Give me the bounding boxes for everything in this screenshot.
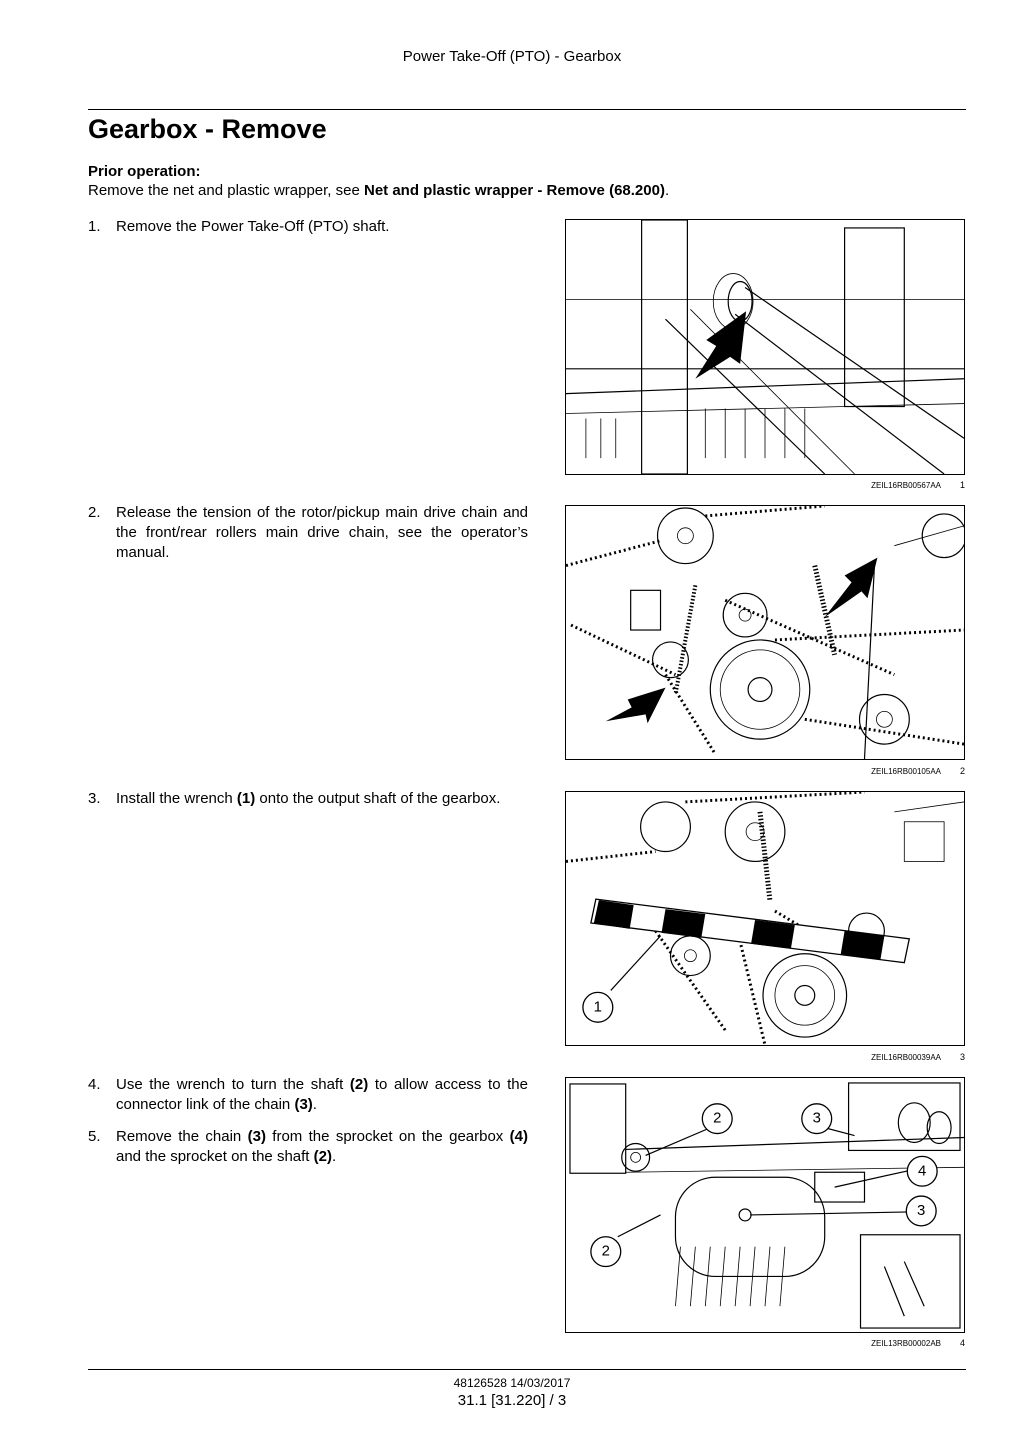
- callout-4: [907, 1156, 937, 1186]
- step-text: [116, 1075, 528, 1115]
- pto-shaft-illustration: [566, 220, 964, 474]
- figure-code: ZEIL16RB00105AA: [871, 767, 941, 776]
- tension-springs: [675, 566, 834, 695]
- page-title: Gearbox - Remove: [88, 114, 327, 144]
- step-text-part: Release the tension of the rotor/pickup main drive chain and the front/rear rollers main drive chain, see the operator’s manual.: [116, 504, 528, 561]
- figure-code: ZEIL16RB00567AA: [871, 481, 941, 490]
- step-1: [88, 217, 528, 237]
- callout-2: [591, 1237, 621, 1267]
- callout-leader: [618, 1215, 661, 1237]
- figure-4-chain-removal: [565, 1077, 965, 1333]
- svg-text:2: 2: [601, 1243, 610, 1260]
- step-number: 4.: [88, 1076, 101, 1093]
- prior-operation-lead: Remove the net and plastic wrapper, see: [88, 182, 364, 199]
- step-number: 2.: [88, 504, 101, 521]
- roller-tines: [586, 409, 805, 459]
- step-ref: (1): [236, 790, 256, 807]
- prior-operation-label: Prior operation:: [88, 163, 201, 180]
- running-header: Power Take-Off (PTO) - Gearbox: [402, 48, 622, 65]
- figure-1-pto-shaft: [565, 219, 965, 475]
- step-text-part: .: [312, 1096, 317, 1113]
- step-text-part: to allow access to the connector link of the chain: [116, 1076, 528, 1113]
- step-text-part: Use the wrench to turn the shaft: [116, 1076, 350, 1093]
- step-text-part: and the sprocket on the shaft: [116, 1148, 314, 1165]
- pto-shaft: [666, 274, 965, 474]
- document-code: 48126528 14/03/2017: [453, 1376, 571, 1390]
- figure-number: 4: [959, 1338, 965, 1348]
- svg-text:3: 3: [917, 1202, 926, 1219]
- chain-removal-illustration: [566, 1078, 964, 1332]
- callout-leader: [611, 936, 661, 991]
- step-ref: (4): [509, 1128, 528, 1145]
- callout-3: [906, 1196, 936, 1226]
- figure-number: 2: [959, 766, 965, 776]
- step-ref: (2): [313, 1148, 332, 1165]
- step-text-part: Remove the chain: [116, 1128, 248, 1145]
- step-number: 1.: [88, 218, 101, 235]
- detail-inset: [861, 1235, 961, 1328]
- step-text-part: onto the output shaft of the gearbox.: [255, 790, 501, 807]
- figure-2-drive-chains: [565, 505, 965, 760]
- step-text-part: .: [331, 1148, 337, 1165]
- step-ref: (3): [247, 1128, 266, 1145]
- step-text: [116, 1127, 528, 1167]
- step-number: 3.: [88, 790, 101, 807]
- prior-operation-text: [88, 182, 669, 199]
- step-3: [88, 789, 528, 809]
- wrench-tool: [591, 899, 909, 962]
- step-ref: (3): [294, 1096, 313, 1113]
- callout-2: [702, 1104, 732, 1134]
- page-number: 31.1 [31.220] / 3: [457, 1392, 567, 1409]
- sprockets: [653, 508, 964, 744]
- callout-leader: [646, 1126, 716, 1156]
- footer-rule: [88, 1369, 966, 1370]
- step-text-part: from the sprocket on the gearbox: [265, 1128, 510, 1145]
- svg-text:3: 3: [812, 1110, 821, 1127]
- step-4: [88, 1075, 528, 1115]
- pointer-arrow-icon: [606, 688, 666, 724]
- step-text: [116, 217, 528, 237]
- prior-operation-link[interactable]: Net and plastic wrapper - Remove (68.200): [364, 182, 665, 199]
- svg-text:2: 2: [713, 1110, 722, 1127]
- step-text-part: Remove the Power Take-Off (PTO) shaft.: [116, 218, 390, 235]
- step-2: [88, 503, 528, 563]
- figure-code: ZEIL16RB00039AA: [871, 1053, 941, 1062]
- detail-inset: [849, 1083, 960, 1150]
- pointer-arrow-icon: [825, 558, 878, 618]
- callout-3: [802, 1104, 832, 1134]
- svg-text:1: 1: [593, 999, 602, 1016]
- header-rule: [88, 109, 966, 110]
- drive-chains-illustration: [566, 506, 964, 759]
- step-ref: (2): [349, 1076, 369, 1093]
- step-text-part: Install the wrench: [116, 790, 237, 807]
- detail-inset: [570, 1084, 626, 1173]
- step-5: [88, 1127, 528, 1167]
- step-text: [116, 503, 528, 563]
- wrench-illustration: [566, 792, 964, 1045]
- callout-leader: [750, 1212, 910, 1215]
- figure-3-wrench-install: [565, 791, 965, 1046]
- step-number: 5.: [88, 1128, 101, 1145]
- step-text: [116, 789, 528, 809]
- svg-text:4: 4: [918, 1163, 927, 1180]
- callout-1: [583, 992, 613, 1022]
- figure-number: 1: [959, 480, 965, 490]
- figure-code: ZEIL13RB00002AB: [871, 1339, 941, 1348]
- prior-operation-end: .: [664, 182, 670, 199]
- figure-number: 3: [959, 1052, 965, 1062]
